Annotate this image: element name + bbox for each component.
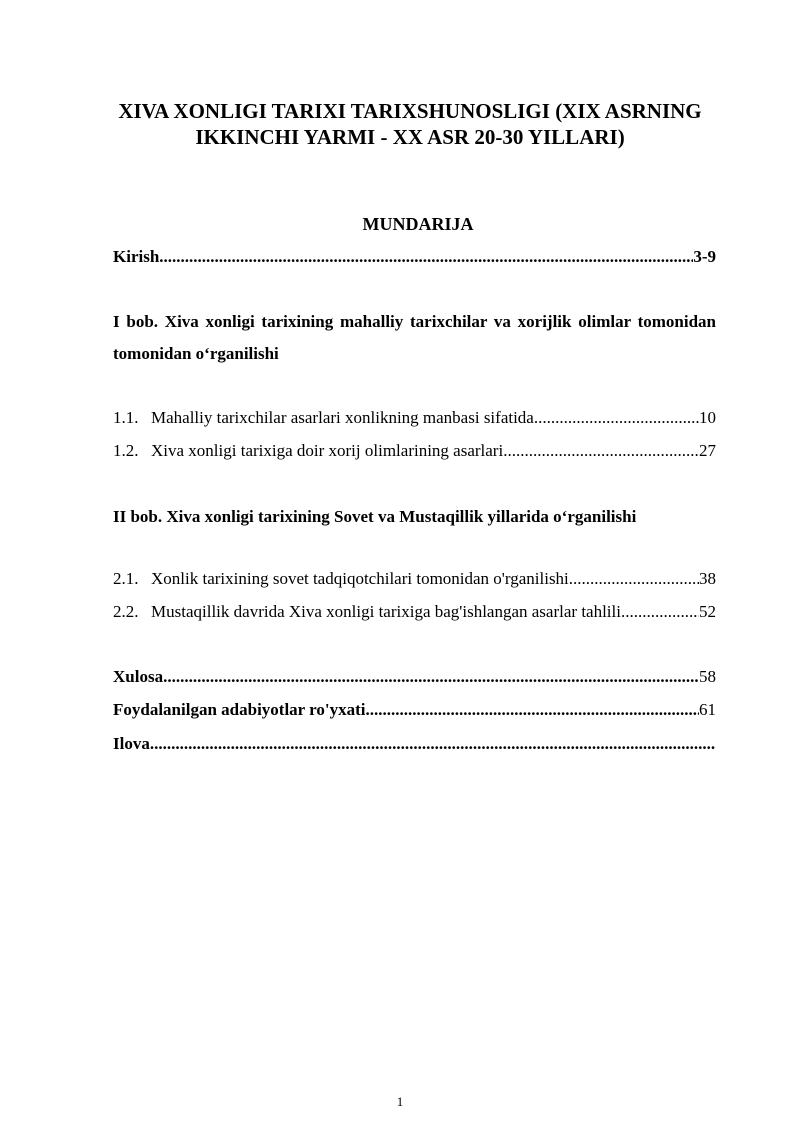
page-number: 1 (396, 1094, 404, 1109)
toc-entry-label: Ilova (113, 734, 150, 753)
toc-entry-label (113, 440, 503, 462)
toc-entry-page: 27 (699, 441, 716, 460)
toc-entry-page: 3-9 (693, 247, 716, 266)
section-number: 2.2. (113, 602, 139, 621)
toc-entry-label (113, 407, 534, 429)
toc-entry-label (113, 601, 621, 623)
section-number: 1.2. (113, 441, 139, 460)
dot-leader (366, 699, 699, 721)
toc-entry-label: Xulosa (113, 667, 164, 686)
toc-entry-page: 52 (699, 602, 716, 621)
dot-leader (534, 407, 699, 429)
document-title-line-1: XIVA XONLIGI TARIXI TARIXSHUNOSLIGI (XIX ASRNING (118, 99, 702, 123)
toc-entry-intro[interactable] (113, 246, 716, 268)
toc-chapter-2-title[interactable]: II bob. Xiva xonligi tarixining Sovet va Mustaqillik yillarida o‘rganilishi (113, 507, 637, 526)
section-number: 1.1. (113, 408, 139, 427)
toc-entry-section-1-1[interactable] (113, 407, 716, 429)
toc-entry-conclusion[interactable] (113, 666, 716, 688)
section-title: Mahalliy tarixchilar asarlari xonlikning manbasi sifatida (151, 408, 534, 427)
section-title: Xiva xonligi tarixiga doir xorij olimlarining asarlari (151, 441, 504, 460)
toc-entry-label: Kirish (113, 247, 160, 266)
toc-heading: MUNDARIJA (362, 214, 474, 234)
toc-entry-page: 58 (699, 667, 716, 686)
section-number: 2.1. (113, 569, 139, 588)
dot-leader (569, 568, 699, 590)
section-title: Xonlik tarixining sovet tadqiqotchilari tomonidan o'rganilishi (151, 569, 569, 588)
toc-entry-page: 61 (699, 700, 716, 719)
toc-entry-section-2-2[interactable] (113, 601, 716, 623)
dot-leader (150, 733, 716, 755)
toc-entry-references[interactable] (113, 699, 716, 721)
toc-chapter-1-title[interactable]: I bob. Xiva xonligi tarixining mahalliy tarixchilar va xorijlik olimlar tomonidan tomonidan o‘rganilishi (113, 312, 716, 363)
dot-leader (159, 246, 693, 268)
toc-entry-page: 38 (699, 569, 716, 588)
toc-entry-label (113, 568, 569, 590)
toc-entry-appendix[interactable] (113, 733, 716, 755)
toc-entry-page: 10 (699, 408, 716, 427)
dot-leader (503, 440, 699, 462)
toc-entry-section-1-2[interactable] (113, 440, 716, 462)
dot-leader (163, 666, 699, 688)
dot-leader (621, 601, 699, 623)
section-title: Mustaqillik davrida Xiva xonligi tarixiga bag'ishlangan asarlar tahlili (151, 602, 621, 621)
document-title-line-2: IKKINCHI YARMI - XX ASR 20-30 YILLARI) (195, 125, 625, 149)
toc-entry-section-2-1[interactable] (113, 568, 716, 590)
toc-entry-label: Foydalanilgan adabiyotlar ro'yxati (113, 700, 366, 719)
document-title (100, 98, 720, 150)
